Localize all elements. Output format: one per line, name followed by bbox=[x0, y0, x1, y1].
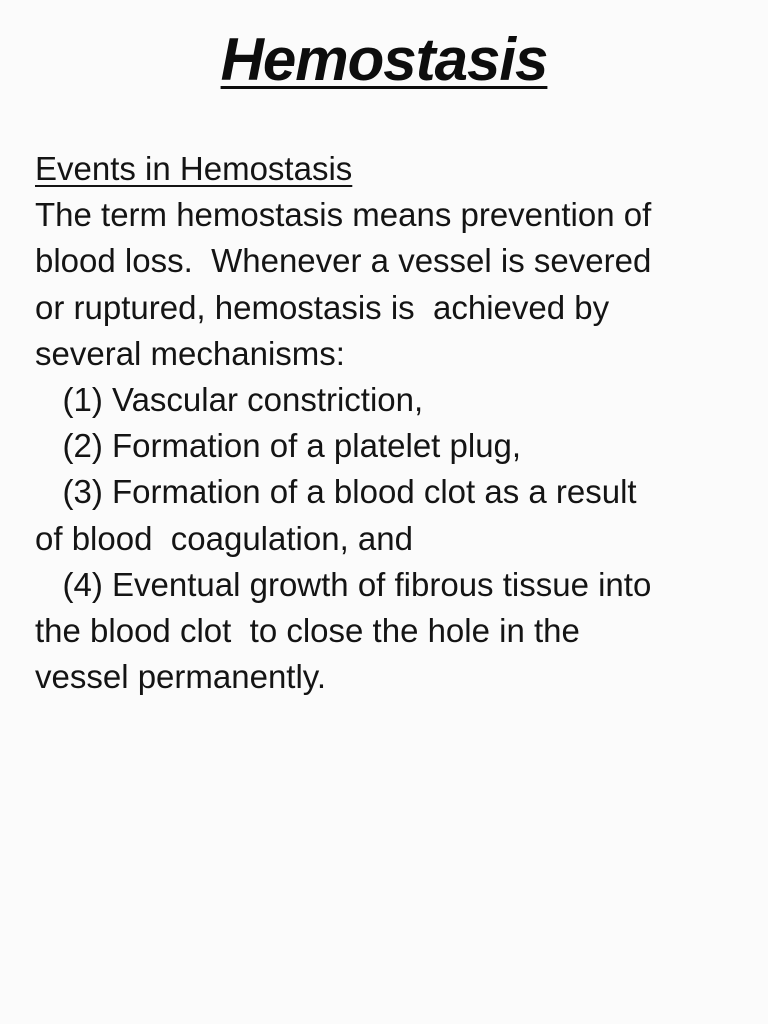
body-line: several mechanisms: bbox=[35, 334, 345, 372]
list-item-3: (3) Formation of a blood clot as a result bbox=[35, 473, 637, 511]
body-line: blood loss. Whenever a vessel is severed bbox=[35, 242, 652, 280]
list-item-1: (1) Vascular constriction, bbox=[35, 381, 424, 419]
list-item-3-continued: of blood coagulation, and bbox=[35, 519, 413, 557]
page-title-text: Hemostasis bbox=[220, 26, 548, 93]
list-item-4-continued: the blood clot to close the hole in the bbox=[35, 612, 580, 650]
list-item-4: (4) Eventual growth of fibrous tissue into bbox=[35, 565, 652, 603]
document-body bbox=[35, 146, 735, 700]
body-line: The term hemostasis means prevention of bbox=[35, 196, 652, 234]
list-item-4-continued: vessel permanently. bbox=[35, 658, 327, 696]
list-item-2: (2) Formation of a platelet plug, bbox=[35, 427, 522, 465]
page-title bbox=[0, 22, 768, 98]
body-line: or ruptured, hemostasis is achieved by bbox=[35, 288, 610, 326]
section-heading: Events in Hemostasis bbox=[35, 150, 353, 187]
